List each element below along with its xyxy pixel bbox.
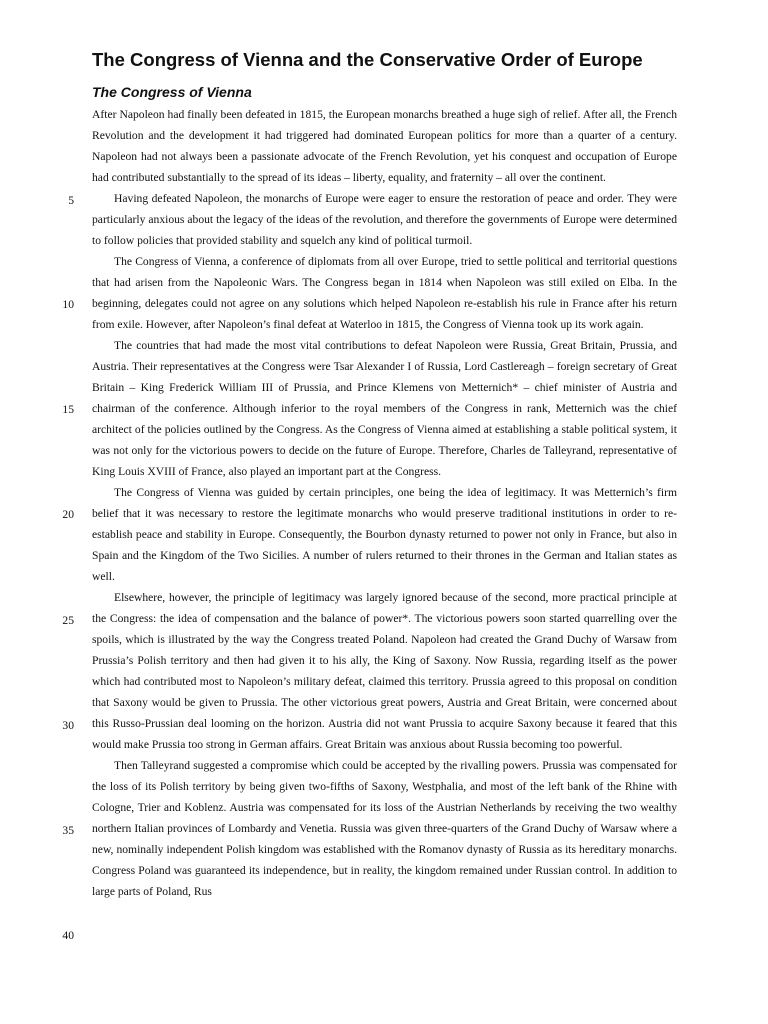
line-number: 20 <box>62 508 74 521</box>
paragraph: Having defeated Napoleon, the monarchs of Europe were eager to ensure the restoration of peace and order. They were particularly anxious about the legacy of the ideas of the revolution, and therefore the governments of Europe were determined to follow policies that provided stability and squelch any kind of political turmoil. <box>92 192 677 247</box>
line-number: 30 <box>62 719 74 732</box>
paragraph: The Congress of Vienna, a conference of diplomats from all over Europe, tried to settle political and territorial questions that had arisen from the Napoleonic Wars. The Congress began in 1814 when Napoleon was still exiled on Elba. In the beginning, delegates could not agree on any solutions which helped Napoleon re-establish his rule in France after his return from exile. However, after Napoleon’s final defeat at Waterloo in 1815, the Congress of Vienna took up its work again. <box>92 255 677 331</box>
line-number: 15 <box>62 403 74 416</box>
line-number: 40 <box>62 929 74 942</box>
line-number: 5 <box>68 194 74 207</box>
paragraph: The countries that had made the most vital contributions to defeat Napoleon were Russia, Great Britain, Prussia, and Austria. Their representatives at the Congress were Tsar Alexander I of Russia, Lord Castlereagh – foreign secretary of Great Britain – King Frederick William III of Prussia, and Prince Klemens von Metternich* – chief minister of Austria and chairman of the conference. Although inferior to the royal members of the Congress in rank, Metternich was the chief architect of the policies outlined by the Congress. As the Congress of Vienna aimed at establishing a stable political system, it was not only for the victorious powers to decide on the future of Europe. Therefore, Charles de Talleyrand, representative of King Louis XVIII of France, also played an important part at the Congress. <box>92 339 677 478</box>
body-text <box>92 104 677 902</box>
line-number: 25 <box>62 614 74 627</box>
paragraph: Then Talleyrand suggested a compromise which could be accepted by the rivalling powers. Prussia was compensated for the loss of its Polish territory by being given two-fifths of Saxony, Westphalia, and most of the left bank of the Rhine with Cologne, Trier and Koblenz. Austria was compensated for its loss of the Austrian Netherlands by receiving the two wealthy northern Italian provinces of Lombardy and Venetia. Russia was given three-quarters of the Grand Duchy of Warsaw where a new, nominally independent Polish kingdom was established with the Romanov dynasty of Russia as its hereditary monarchs. Congress Poland was guaranteed its independence, but in reality, the kingdom remained under Russian control. In addition to large parts of Poland, Rus <box>92 759 677 898</box>
document-title: The Congress of Vienna and the Conservative Order of Europe <box>92 49 643 70</box>
line-number: 10 <box>62 298 74 311</box>
paragraph: Elsewhere, however, the principle of legitimacy was largely ignored because of the second, more practical principle at the Congress: the idea of compensation and the balance of power*. The victorious powers soon started quarrelling over the spoils, which is illustrated by the way the Congress treated Poland. Napoleon had created the Grand Duchy of Warsaw from Prussia’s Polish territory and then had given it to his ally, the King of Saxony. Now Russia, regarding itself as the power which had contributed most to Napoleon’s military defeat, claimed this territory. Prussia agreed to this proposal on condition that Saxony would be given to Prussia. The other victorious great powers, Austria and Great Britain, were concerned about this Russo-Prussian deal looming on the horizon. Austria did not want Prussia to acquire Saxony because it feared that this would make Prussia too strong in German affairs. Great Britain was anxious about Russia becoming too powerful. <box>92 591 677 751</box>
paragraph: After Napoleon had finally been defeated in 1815, the European monarchs breathed a huge sigh of relief. After all, the French Revolution and the development it had triggered had dominated European politics for more than a quarter of a century. Napoleon had not always been a passionate advocate of the French Revolution, yet his conquest and occupation of Europe had contributed substantially to the spread of its ideas – liberty, equality, and fraternity – all over the continent. <box>92 108 677 184</box>
line-number: 35 <box>62 824 74 837</box>
section-heading: The Congress of Vienna <box>92 84 252 100</box>
paragraph: The Congress of Vienna was guided by certain principles, one being the idea of legitimacy. It was Metternich’s firm belief that it was necessary to restore the legitimate monarchs who would preserve traditional institutions in order to re-establish peace and stability in Europe. Consequently, the Bourbon dynasty returned to power not only in France, but also in Spain and the Kingdom of the Two Sicilies. A number of rulers returned to their thrones in the German and Italian states as well. <box>92 486 677 583</box>
